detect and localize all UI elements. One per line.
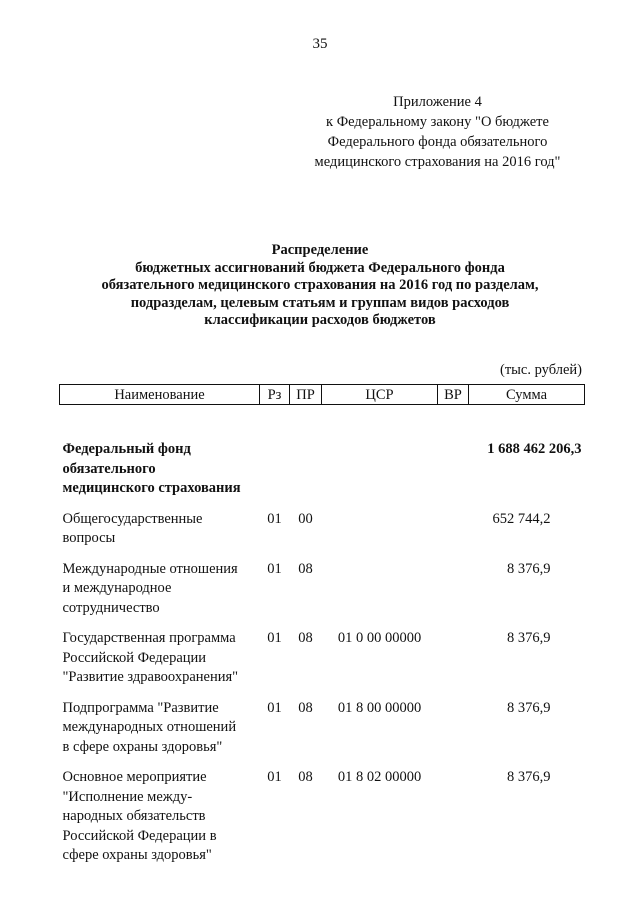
name-line: сотрудничество bbox=[62, 599, 160, 616]
row-csr: 01 0 00 00000 bbox=[337, 630, 422, 646]
name-line: Общегосударственные bbox=[62, 510, 203, 527]
name-line: Основное мероприятие bbox=[62, 769, 207, 785]
name-line: в сфере охраны здоровья" bbox=[62, 738, 223, 755]
table-row bbox=[60, 560, 585, 630]
table-header-row bbox=[60, 385, 585, 405]
row-name bbox=[60, 768, 260, 877]
appendix-note bbox=[270, 92, 605, 172]
table-row bbox=[60, 629, 585, 699]
row-rz: 01 bbox=[267, 630, 282, 646]
total-sum: 1 688 462 206,3 bbox=[487, 441, 582, 457]
name-line: Российской Федерации bbox=[62, 649, 207, 666]
name-line: Российской Федерации в bbox=[62, 827, 217, 844]
total-name bbox=[60, 405, 260, 510]
appendix-line: Федерального фонда обязательного bbox=[327, 134, 548, 150]
appendix-line: Приложение 4 bbox=[393, 94, 482, 110]
name-line: "Исполнение между- bbox=[62, 788, 193, 805]
row-pr: 08 bbox=[298, 699, 313, 716]
name-line: "Развитие здравоохранения" bbox=[62, 669, 239, 685]
row-sum: 8 376,9 bbox=[507, 630, 551, 646]
row-name bbox=[60, 510, 260, 560]
name-line: обязательного bbox=[62, 460, 156, 477]
row-csr bbox=[322, 560, 438, 630]
appendix-line: к Федеральному закону "О бюджете bbox=[326, 114, 549, 130]
row-vr bbox=[438, 768, 469, 877]
title-line: подразделам, целевым статьям и группам видов расходов bbox=[130, 294, 510, 311]
row-vr bbox=[438, 699, 469, 769]
row-name bbox=[60, 629, 260, 699]
name-line: и международное bbox=[62, 580, 172, 596]
row-vr bbox=[438, 510, 469, 560]
name-line: медицинского страхования bbox=[62, 480, 241, 496]
budget-table bbox=[59, 384, 585, 877]
name-line: международных отношений bbox=[62, 719, 237, 735]
header-vr: ВР bbox=[438, 385, 469, 405]
row-pr: 08 bbox=[298, 560, 313, 577]
appendix-line: медицинского страхования на 2016 год" bbox=[314, 154, 561, 170]
name-line: Федеральный фонд bbox=[62, 441, 191, 457]
row-pr: 08 bbox=[298, 769, 313, 785]
name-line: Подпрограмма "Развитие bbox=[62, 699, 219, 716]
units-label: (тыс. рублей) bbox=[500, 362, 582, 378]
header-pr: ПР bbox=[290, 385, 322, 405]
row-rz: 01 bbox=[267, 699, 282, 716]
row-pr: 08 bbox=[298, 630, 313, 646]
table-row bbox=[60, 699, 585, 769]
row-csr bbox=[322, 510, 438, 560]
page-number: 35 bbox=[312, 36, 328, 52]
row-sum: 8 376,9 bbox=[507, 769, 551, 785]
row-csr: 01 8 02 00000 bbox=[337, 769, 422, 785]
name-line: народных обязательств bbox=[62, 808, 206, 824]
row-name bbox=[60, 560, 260, 630]
name-line: Государственная программа bbox=[62, 630, 236, 646]
row-sum: 652 744,2 bbox=[492, 510, 551, 527]
name-line: вопросы bbox=[62, 530, 116, 546]
row-name bbox=[60, 699, 260, 769]
row-rz: 01 bbox=[267, 769, 282, 785]
title-line: Распределение bbox=[271, 242, 369, 258]
header-name: Наименование bbox=[60, 385, 260, 405]
row-vr bbox=[438, 629, 469, 699]
row-pr: 00 bbox=[298, 510, 313, 527]
title-line: классификации расходов бюджетов bbox=[204, 312, 436, 328]
header-sum: Сумма bbox=[469, 385, 585, 405]
table-row bbox=[60, 768, 585, 877]
header-csr: ЦСР bbox=[322, 385, 438, 405]
title-line: бюджетных ассигнований бюджета Федерального фонда bbox=[135, 259, 505, 276]
row-rz: 01 bbox=[267, 510, 282, 527]
document-title bbox=[30, 242, 610, 330]
table-row bbox=[60, 510, 585, 560]
total-row bbox=[60, 405, 585, 510]
row-sum: 8 376,9 bbox=[507, 699, 551, 716]
row-sum: 8 376,9 bbox=[507, 560, 551, 577]
name-line: сфере охраны здоровья" bbox=[62, 847, 212, 863]
row-csr: 01 8 00 00000 bbox=[337, 699, 422, 716]
row-vr bbox=[438, 560, 469, 630]
header-rz: Рз bbox=[260, 385, 290, 405]
name-line: Международные отношения bbox=[62, 560, 238, 577]
title-line: обязательного медицинского страхования на 2016 год по разделам, bbox=[101, 277, 539, 293]
row-rz: 01 bbox=[267, 560, 282, 577]
